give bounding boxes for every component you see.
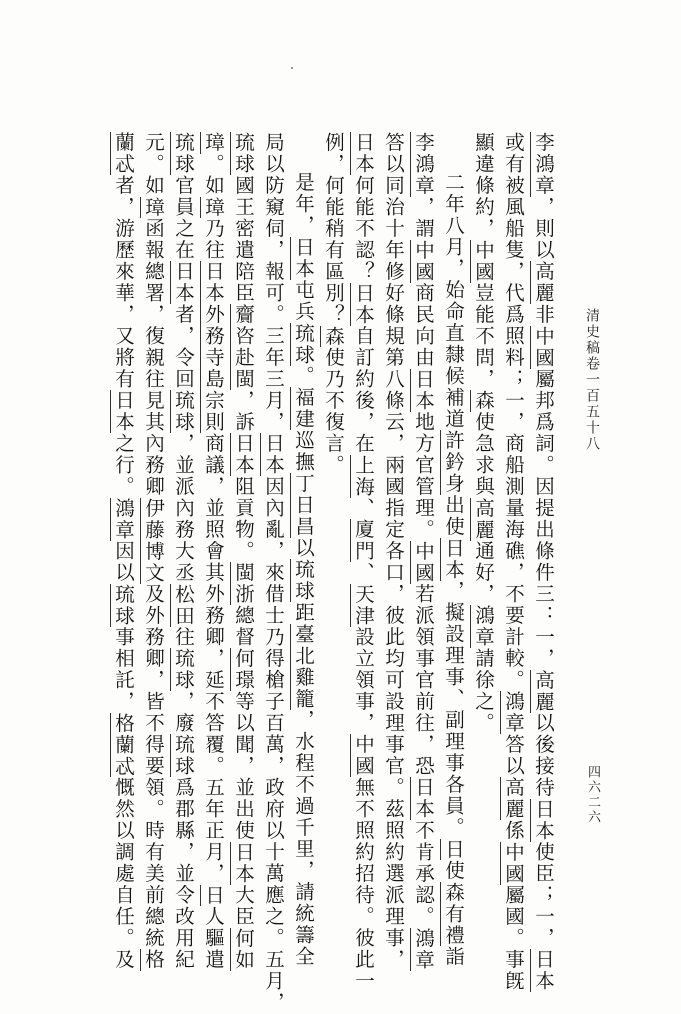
proper-name: 伊藤博文 (142, 497, 165, 584)
text-run: 總督 (232, 605, 255, 648)
text-run: ，謂 (412, 196, 435, 240)
text-run: 之行。 (112, 433, 135, 498)
text-column (168, 132, 198, 971)
page-number: 四六二六 (585, 765, 600, 825)
proper-name: 福建 (292, 387, 315, 430)
proper-name: 日 (202, 884, 225, 906)
proper-name: 鴻章 (502, 691, 525, 734)
text-run: 豈能不問， (472, 282, 495, 390)
proper-name: 琉球 (172, 390, 195, 433)
proper-name: 鴻章 (472, 605, 495, 648)
text-column (348, 132, 378, 992)
ink-fleck (291, 67, 293, 69)
text-column (108, 132, 138, 971)
proper-name: 日本 (112, 390, 135, 433)
text-run: 自訂約後，在 (352, 325, 375, 455)
text-run: 二年八月，始命直隸候補道 (442, 172, 465, 430)
text-run: 答以同治十年修好條規第八條云，兩國指定各口，彼此均可設理事官。茲照約選派理事， (382, 132, 405, 971)
proper-name: 許鈐身 (442, 430, 465, 495)
proper-name: 琉球 (172, 648, 195, 691)
proper-name: 日本 (172, 261, 195, 304)
text-run: 是年， (292, 172, 315, 237)
proper-name: 日本 (412, 777, 435, 820)
text-run: 等以聞，並出使 (232, 691, 255, 842)
proper-name: 琉球 (232, 132, 255, 175)
proper-name: 李鴻章 (412, 132, 435, 197)
proper-name: 日本 (232, 433, 255, 476)
text-run: 顯違條約， (472, 132, 495, 240)
text-column (288, 132, 318, 968)
text-run: 無不照約招待。彼此一 (352, 777, 375, 992)
proper-name: 中國 (352, 734, 375, 777)
text-run: 屬國。事旣 (502, 884, 525, 992)
proper-name: 上海 (352, 454, 375, 498)
proper-name: 璋 (202, 196, 225, 218)
proper-name: 天津 (352, 583, 375, 627)
proper-name: 日本 (262, 433, 285, 476)
text-run: ，訴 (232, 390, 255, 433)
text-run: 爲郡縣，並令改用紀 (172, 777, 195, 971)
text-column (498, 132, 528, 992)
proper-name: 日本 (532, 949, 555, 992)
text-run: 國王密遣陪臣 (232, 175, 255, 304)
text-run: 。 (292, 365, 315, 387)
proper-name: 日 (442, 838, 465, 860)
text-column (318, 132, 348, 922)
text-run: ，水程不過千里，請統籌全 (292, 709, 315, 968)
running-header: 清史稿卷一百五十八 (584, 308, 600, 452)
text-run: 慨然以調處自任。及 (112, 777, 135, 971)
text-run: 事相託， (112, 626, 135, 713)
proper-name: 中國 (412, 239, 435, 283)
text-run: 何能不認？ (352, 175, 375, 283)
text-run: 或有被風船隻，代爲照料；一，商船測量海礁，不要計較。 (502, 132, 525, 691)
proper-name: 日本 (532, 798, 555, 842)
text-run: 、 (352, 562, 375, 584)
text-run: 商民向由 (412, 282, 435, 369)
text-column (528, 132, 558, 992)
text-run: 商議，並照會其外務卿，延不答覆。五年正月， (202, 433, 225, 885)
text-run: 通好， (472, 540, 495, 605)
text-run: 元。如 (142, 132, 165, 197)
proper-name: 中國 (502, 841, 525, 885)
proper-name: 廈門 (352, 519, 375, 562)
text-run: 局以防窺伺，報可。三年三月， (262, 132, 285, 433)
text-run: 距 (292, 602, 315, 624)
text-run: 使 (442, 860, 465, 882)
text-run: 以 (292, 537, 315, 559)
proper-name: 璋 (142, 196, 165, 218)
proper-name: 日本 (292, 236, 315, 280)
proper-name: 鴻章 (112, 497, 135, 541)
proper-name: 日本 (202, 261, 225, 304)
text-run: 乃往 (202, 218, 225, 261)
text-column (228, 132, 258, 971)
proper-name: 琉球 (292, 559, 315, 602)
text-column (438, 132, 468, 968)
proper-name: 臺北 (292, 623, 315, 667)
proper-name: 日本 (412, 368, 435, 412)
text-run: ，並派內務大丞 (172, 433, 195, 584)
text-run: 人驅遣 (202, 906, 225, 971)
body-text (80, 132, 558, 1014)
text-run: 因內亂，來借士乃得槍子百萬，政府以十萬應之。五月， (262, 476, 285, 1014)
proper-name: 日本 (352, 282, 375, 326)
text-run: 非 (532, 304, 555, 326)
text-run: ，則以 (532, 196, 555, 261)
text-column (468, 132, 498, 922)
proper-name: 格 (142, 949, 165, 971)
text-run: 使乃不復言。 (322, 347, 345, 476)
proper-name: 閩浙 (232, 562, 255, 605)
text-run: 使急求與 (472, 411, 495, 498)
proper-name: 何如 (232, 927, 255, 971)
text-run: ，擬設理事、副理事各員。 (442, 580, 465, 839)
text-run: 以後接待 (532, 712, 555, 799)
text-column (138, 132, 168, 971)
proper-name: 高麗 (532, 669, 555, 713)
proper-name: 蘭忒 (112, 132, 135, 175)
proper-name: 高麗 (532, 261, 555, 304)
text-run: 官員之在 (172, 175, 195, 261)
text-run: 者，令回 (172, 304, 195, 390)
proper-name: 中國 (412, 540, 435, 584)
text-run: ，廢 (172, 691, 195, 734)
text-column (378, 132, 408, 971)
proper-name: 李鴻章 (532, 132, 555, 197)
text-run: 因以 (112, 540, 135, 584)
text-run: 函報總署，復親往見其內務卿 (142, 218, 165, 498)
text-run: 若派領事官前往，恐 (412, 583, 435, 777)
text-run: 屯兵 (292, 279, 315, 323)
text-column (258, 132, 288, 1014)
proper-name: 日本 (442, 537, 465, 581)
proper-name: 丁日昌 (292, 473, 315, 538)
proper-name: 日本 (352, 132, 375, 175)
text-run: 係 (502, 820, 525, 842)
proper-name: 璋 (202, 132, 225, 154)
text-run: 巡撫 (292, 430, 315, 473)
text-run: 答以 (502, 734, 525, 777)
proper-name: 日本 (232, 841, 255, 885)
text-run: 大臣 (232, 884, 255, 928)
text-column (198, 132, 228, 971)
proper-name: 琉球 (292, 322, 315, 366)
text-run: 。如 (202, 153, 225, 197)
proper-name: 森 (322, 325, 345, 347)
proper-name: 高麗 (502, 777, 525, 820)
proper-name: 雞籠 (292, 666, 315, 710)
text-run: 出使 (442, 494, 465, 538)
proper-name: 高麗 (472, 497, 495, 541)
text-run: 阻貢物。 (232, 476, 255, 562)
proper-name: 鴻章 (412, 927, 435, 971)
proper-name: 森有禮 (442, 881, 465, 946)
proper-name: 琉球 (172, 132, 195, 175)
proper-name: 何璟 (232, 648, 255, 691)
proper-name: 格蘭忒 (112, 712, 135, 777)
proper-name: 松田 (172, 583, 195, 627)
proper-name: 琉球 (172, 734, 195, 777)
text-run: 者，游歷來華，又將有 (112, 175, 135, 390)
proper-name: 中國 (532, 325, 555, 369)
proper-name: 森 (472, 390, 495, 412)
text-run: 不肯承認。 (412, 820, 435, 928)
text-run: 往 (172, 626, 195, 648)
proper-name: 外務寺島宗則 (202, 304, 225, 433)
text-column (408, 132, 438, 971)
text-run: 例，何能稍有區別？ (322, 132, 345, 326)
text-run: 請徐之。 (472, 648, 495, 734)
text-run: 詣 (442, 946, 465, 968)
proper-name: 齎咨赴閩 (232, 304, 255, 390)
proper-name: 中國 (472, 239, 495, 283)
text-run: 地方官管理。 (412, 411, 435, 541)
text-run: 及外務卿，皆不得要領。時有美前總統 (142, 583, 165, 949)
text-run: 、 (352, 497, 375, 519)
text-run: 設立領事， (352, 626, 375, 734)
text-run: 屬邦爲詞。因提出條件三：一， (532, 368, 555, 670)
proper-name: 琉球 (112, 583, 135, 627)
text-run: 使臣；一， (532, 841, 555, 949)
